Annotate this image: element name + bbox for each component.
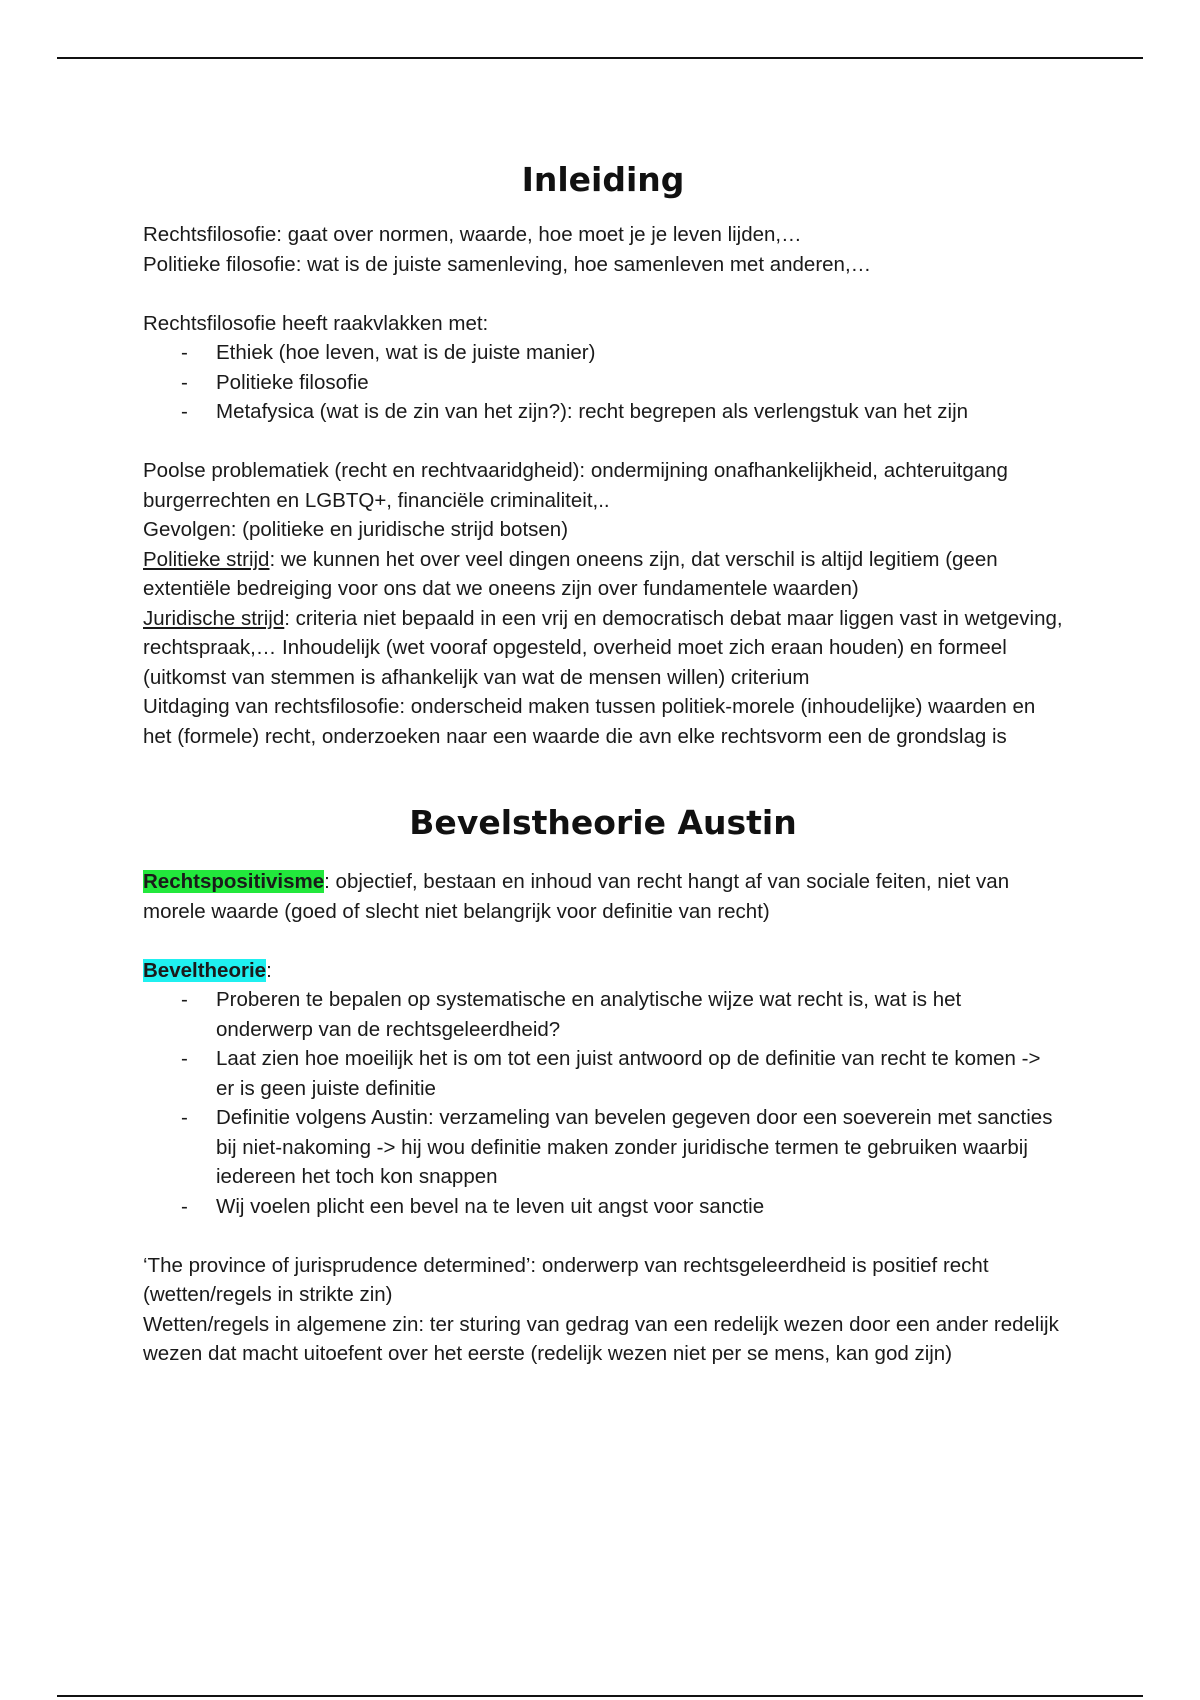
- highlight-rechtspositivisme: Rechtspositivisme: [143, 870, 325, 893]
- list-item: - Wij voelen plicht een bevel na te leven uit angst voor sanctie: [143, 1192, 1063, 1222]
- highlight-beveltheorie: Beveltheorie: [143, 958, 267, 982]
- list-item: - Laat zien hoe moeilijk het is om tot een juist antwoord op de definitie van recht te komen -> er is geen juiste definitie: [143, 1044, 1063, 1103]
- heading-bevelstheorie: Bevelstheorie Austin: [409, 803, 797, 842]
- list-item: - Ethiek (hoe leven, wat is de juiste manier): [143, 338, 1063, 368]
- paragraph-wetten: Wetten/regels in algemene zin: ter sturing van gedrag van een redelijk wezen door een ander redelijk wezen dat macht uitoefent over het eerste (redelijk wezen niet per se mens, kan god zijn): [143, 1312, 1059, 1365]
- paragraph-province: ‘The province of jurisprudence determined’: onderwerp van rechtsgeleerdheid is positief recht (wetten/regels in strikte zin): [143, 1253, 989, 1306]
- document-body: [143, 160, 1063, 1369]
- paragraph-politieke-filosofie: Politieke filosofie: wat is de juiste samenleving, hoe samenleven met anderen,…: [143, 252, 872, 276]
- list-item: - Proberen te bepalen op systematische en analytische wijze wat recht is, wat is het onderwerp van de rechtsgeleerdheid?: [143, 985, 1063, 1044]
- paragraph-rechtsfilosofie: Rechtsfilosofie: gaat over normen, waarde, hoe moet je je leven lijden,…: [143, 223, 802, 246]
- top-rule: [57, 57, 1143, 59]
- list-item: - Politieke filosofie: [143, 368, 1063, 398]
- paragraph-juridische-strijd: Juridische strijd: criteria niet bepaald in een vrij en democratisch debat maar liggen vast in wetgeving, rechtspraak,… Inhoudelijk (wet vooraf opgesteld, overheid moet zich eraan houden) en formeel (uitkomst van stemmen is afhankelijk van wat de mensen willen) criterium: [143, 606, 1063, 689]
- paragraph-gevolgen: Gevolgen: (politieke en juridische strijd botsen): [143, 518, 569, 541]
- paragraph-beveltheorie: Beveltheorie:: [143, 958, 272, 982]
- list-item: - Metafysica (wat is de zin van het zijn?): recht begrepen als verlengstuk van het zijn: [143, 397, 1063, 427]
- paragraph-politieke-strijd: Politieke strijd: we kunnen het over veel dingen oneens zijn, dat verschil is altijd legitiem (geen extentiële bedreiging voor ons dat we oneens zijn over fundamentele waarden): [143, 547, 998, 600]
- raakvlakken-list: [143, 338, 1063, 427]
- paragraph-rechtspositivisme: Rechtspositivisme: objectief, bestaan en inhoud van recht hangt af van sociale feiten, niet van morele waarde (goed of slecht niet belangrijk voor definitie van recht): [143, 870, 1010, 923]
- term-politieke-strijd: Politieke strijd: [143, 547, 270, 571]
- list-intro: Rechtsfilosofie heeft raakvlakken met:: [143, 311, 489, 335]
- paragraph-uitdaging: Uitdaging van rechtsfilosofie: onderscheid maken tussen politiek-morele (inhoudelijke) waarden en het (formele) recht, onderzoeken naar een waarde die avn elke rechtsvorm een de grondslag is: [143, 695, 1036, 748]
- term-juridische-strijd: Juridische strijd: [143, 606, 285, 630]
- heading-inleiding: Inleiding: [521, 160, 685, 199]
- paragraph-poolse: Poolse problematiek (recht en rechtvaaridgheid): ondermijning onafhankelijkheid, achteruitgang burgerrechten en LGBTQ+, financiële criminaliteit,..: [143, 459, 1008, 512]
- bottom-rule: [57, 1695, 1143, 1697]
- beveltheorie-list: [143, 985, 1063, 1221]
- list-item: - Definitie volgens Austin: verzameling van bevelen gegeven door een soeverein met sancties bij niet-nakoming -> hij wou definitie maken zonder juridische termen te gebruiken waarbij iedereen het toch kon snappen: [143, 1103, 1063, 1192]
